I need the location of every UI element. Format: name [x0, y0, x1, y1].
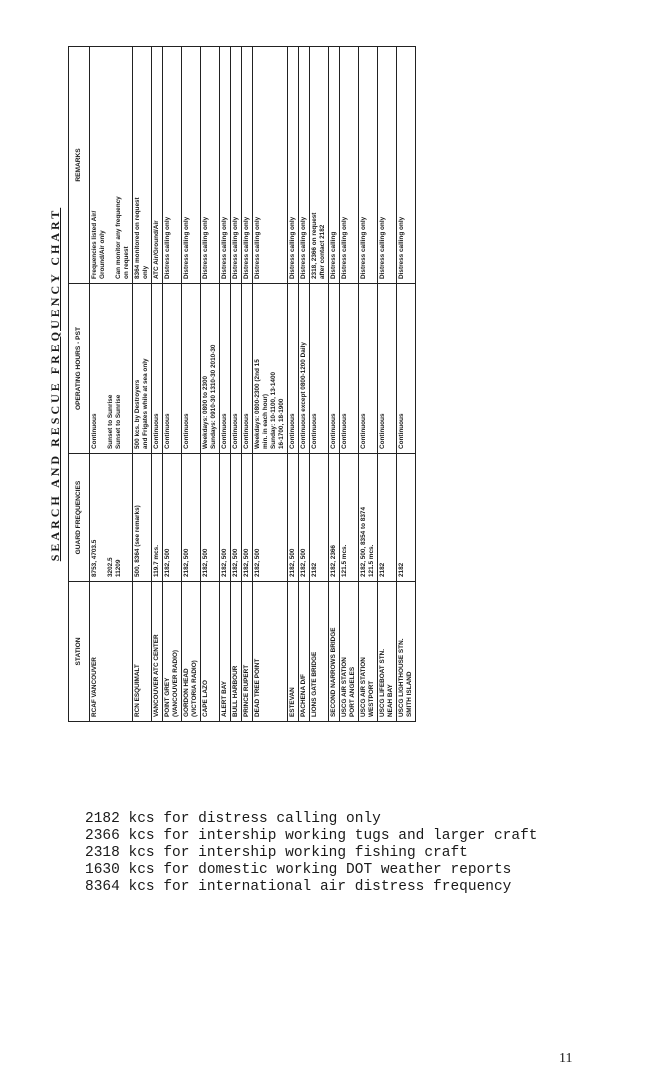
- remarks-cell: Distress calling only: [253, 47, 288, 284]
- table-row: [220, 47, 231, 722]
- frequency-table: [68, 46, 416, 722]
- remarks-cell: Distress calling only: [220, 47, 231, 284]
- remarks-cell: Distress calling only: [288, 47, 299, 284]
- operating-hours-cell: Continuous: [152, 284, 163, 454]
- station-cell: USCG LIGHTHOUSE STN. SMITH ISLAND: [397, 582, 416, 722]
- operating-hours-cell: Continuous: [359, 284, 378, 454]
- operating-hours-cell: Weekdays: 0800 to 2300 Sundays: 0910-30 1310-30 2010-30: [201, 284, 220, 454]
- guard-frequency-cell: 2182, 500: [182, 454, 201, 582]
- page-number: 11: [559, 1051, 573, 1066]
- remarks-cell: Distress calling only: [163, 47, 182, 284]
- guard-frequency-cell: 2182: [397, 454, 416, 582]
- operating-hours-cell: 500 kcs. by Destroyers and Frigates while at sea only: [133, 284, 152, 454]
- table-row: [242, 47, 253, 722]
- guard-frequency-cell: 121.5 mcs.: [340, 454, 359, 582]
- chart-title: SEARCH AND RESCUE FREQUENCY CHART: [48, 207, 62, 562]
- remarks-cell: Distress calling only: [299, 47, 310, 284]
- operating-hours-cell: Continuous: [378, 284, 397, 454]
- operating-hours-cell: Continuous: [182, 284, 201, 454]
- station-cell: LIONS GATE BRIDGE: [310, 582, 329, 722]
- station-cell: ALERT BAY: [220, 582, 231, 722]
- table-header-row: [69, 47, 90, 722]
- guard-frequency-cell: 2182: [310, 454, 329, 582]
- station-cell: POINT GREY (VANCOUVER RADIO): [163, 582, 182, 722]
- table-row: [253, 47, 288, 722]
- table-row: [152, 47, 163, 722]
- station-cell: RCAF VANCOUVER: [90, 582, 133, 722]
- remarks-cell: 8364 monitored on request only: [133, 47, 152, 284]
- operating-hours-cell: Continuous: [310, 284, 329, 454]
- operating-hours-cell: Continuous: [242, 284, 253, 454]
- guard-frequency-cell: 8753, 4703.5 3202.5 11209: [90, 454, 133, 582]
- table-row: [378, 47, 397, 722]
- remarks-cell: ATC Air/Ground/Air: [152, 47, 163, 284]
- station-cell: BULL HARBOUR: [231, 582, 242, 722]
- table-row: [163, 47, 182, 722]
- frequency-chart: [48, 47, 628, 722]
- guard-frequency-cell: 119.7 mcs.: [152, 454, 163, 582]
- station-cell: CAPE LAZO: [201, 582, 220, 722]
- guard-frequency-cell: 2182: [378, 454, 397, 582]
- remarks-cell: Distress calling: [329, 47, 340, 284]
- station-cell: PRINCE RUPERT: [242, 582, 253, 722]
- remarks-cell: Distress calling only: [340, 47, 359, 284]
- guard-frequency-cell: 2182, 500: [253, 454, 288, 582]
- station-cell: VANCOUVER ATC CENTER: [152, 582, 163, 722]
- header-guard-frequencies: GUARD FREQUENCIES: [69, 454, 90, 582]
- legend-line: 2366 kcs for intership working tugs and larger craft: [85, 828, 538, 844]
- operating-hours-cell: Weekdays: 0800-2300 (2nd 15 min. in each hour) Sunday: 10-1100, 13-1400 16-1700, 18-1900: [253, 284, 288, 454]
- remarks-cell: Distress calling only: [378, 47, 397, 284]
- header-operating-hours: OPERATING HOURS - PST: [69, 284, 90, 454]
- guard-frequency-cell: 2182, 500: [220, 454, 231, 582]
- table-row: [329, 47, 340, 722]
- operating-hours-cell: Continuous: [329, 284, 340, 454]
- table-row: [231, 47, 242, 722]
- operating-hours-cell: Continuous: [163, 284, 182, 454]
- operating-hours-cell: Continuous Sunset to Sunrise Sunset to Sunrise: [90, 284, 133, 454]
- guard-frequency-cell: 2182, 500: [201, 454, 220, 582]
- table-row: [133, 47, 152, 722]
- remarks-cell: Distress calling only: [359, 47, 378, 284]
- legend-line: 2318 kcs for intership working fishing craft: [85, 845, 468, 861]
- operating-hours-cell: Continuous: [340, 284, 359, 454]
- remarks-cell: Distress calling only: [231, 47, 242, 284]
- legend-line: 8364 kcs for international air distress frequency: [85, 879, 512, 895]
- legend-line: 1630 kcs for domestic working DOT weather reports: [85, 862, 512, 878]
- table-row: [340, 47, 359, 722]
- legend-line: 2182 kcs for distress calling only: [85, 811, 381, 827]
- guard-frequency-cell: 2182, 500: [163, 454, 182, 582]
- table-row: [201, 47, 220, 722]
- header-station: STATION: [69, 582, 90, 722]
- guard-frequency-cell: 2182, 500: [242, 454, 253, 582]
- table-row: [90, 47, 133, 722]
- guard-frequency-cell: 2182, 500: [299, 454, 310, 582]
- guard-frequency-cell: 2182, 500, 8354 to 8374 121.5 mcs.: [359, 454, 378, 582]
- operating-hours-cell: Continuous: [231, 284, 242, 454]
- operating-hours-cell: Continuous: [220, 284, 231, 454]
- station-cell: PACHENA D/F: [299, 582, 310, 722]
- table-row: [310, 47, 329, 722]
- table-row: [359, 47, 378, 722]
- station-cell: USCG AIR STATION WESTPORT: [359, 582, 378, 722]
- station-cell: SECOND NARROWS BRIDGE: [329, 582, 340, 722]
- guard-frequency-cell: 2182, 500: [288, 454, 299, 582]
- frequency-legend: [85, 811, 537, 896]
- table-row: [288, 47, 299, 722]
- remarks-cell: Distress calling only: [242, 47, 253, 284]
- station-cell: ESTEVAN: [288, 582, 299, 722]
- operating-hours-cell: Continuous: [288, 284, 299, 454]
- header-remarks: REMARKS: [69, 47, 90, 284]
- guard-frequency-cell: 500, 8364 (see remarks): [133, 454, 152, 582]
- guard-frequency-cell: 2182, 500: [231, 454, 242, 582]
- table-row: [397, 47, 416, 722]
- table-row: [182, 47, 201, 722]
- operating-hours-cell: Continuous: [397, 284, 416, 454]
- remarks-cell: Distress calling only: [397, 47, 416, 284]
- remarks-cell: Distress calling only: [182, 47, 201, 284]
- station-cell: USCG LIFEBOAT STN. NEAH BAY: [378, 582, 397, 722]
- operating-hours-cell: Continuous except 0800-1200 Daily: [299, 284, 310, 454]
- station-cell: USCG AIR STATION PORT ANGELES: [340, 582, 359, 722]
- remarks-cell: Frequencies listed Air/ Ground/Air only Can monitor any frequency on request: [90, 47, 133, 284]
- station-cell: GORDON HEAD (VICTORIA RADIO): [182, 582, 201, 722]
- station-cell: RCN ESQUIMALT: [133, 582, 152, 722]
- station-cell: DEAD TREE POINT: [253, 582, 288, 722]
- remarks-cell: 2318, 2366 on request after contact 2182: [310, 47, 329, 284]
- remarks-cell: Distress calling only: [201, 47, 220, 284]
- table-row: [299, 47, 310, 722]
- guard-frequency-cell: 2182, 2366: [329, 454, 340, 582]
